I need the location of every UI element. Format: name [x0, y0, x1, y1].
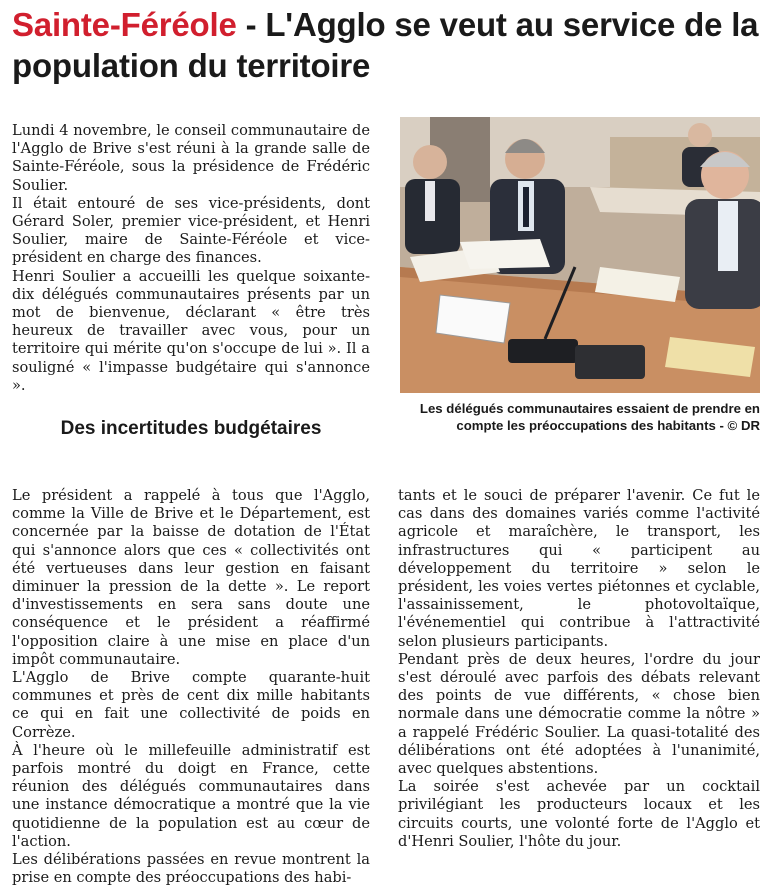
body-paragraph: À l'heure où le millefeuille administratif est parfois montré du doigt en France, cette réunion des délégués communautaires dans une instance démocratique a montré que la vie quotidienne de la population est au cœur de l'action. — [12, 741, 370, 850]
left-column — [12, 487, 370, 887]
body-paragraph: Le président a rappelé à tous que l'Agglo, comme la Ville de Brive et le Département, est concernée par la baisse de dotation de l'État qui s'annonce alors que ces « collectivités ont été vertueuses dans leur gestion en faisant diminuer la pression de la dette ». Le report d'investissements en sera sans doute une conséquence et le président a réaffirmé l'opposition claire à une mise en place d'un impôt communautaire. — [12, 487, 370, 668]
subheading: Des incertitudes budgétaires — [60, 418, 322, 439]
intro-paragraph: Lundi 4 novembre, le conseil communautaire de l'Agglo de Brive s'est réuni à la grande salle de Sainte-Féréole, sous la présidence de Frédéric Soulier. — [12, 122, 370, 194]
body-paragraph: tants et le souci de préparer l'avenir. Ce fut le cas dans des domaines variés comme l'activité agricole et maraîchère, le transport, les infrastructures qui « participent au développement du territoire » selon le président, les voies vertes piétonnes et cyclable, l'assainissement, le photovoltaïque, l'événementiel qui contribue à l'attractivité selon plusieurs participants. — [398, 487, 760, 650]
intro-column — [12, 122, 370, 395]
headline-place: Sainte-Féréole — [12, 6, 237, 43]
headline — [12, 4, 772, 86]
headline-title: L'Agglo se veut au service de la population du territoire — [12, 6, 759, 84]
right-column — [398, 487, 760, 851]
body-paragraph: Pendant près de deux heures, l'ordre du jour s'est déroulé avec parfois des débats relevant des points de vue différents, « chose bien normale dans une démocratie comme la nôtre » a rappelé Frédéric Soulier. La quasi-totalité des délibérations ont été adoptées à l'unanimité, avec quelques abstentions. — [398, 650, 760, 778]
headline-separator: - — [236, 6, 266, 43]
meeting-photo-illustration — [400, 117, 760, 393]
article-photo — [400, 117, 760, 393]
body-paragraph: La soirée s'est achevée par un cocktail privilégiant les producteurs locaux et les circuits courts, une volonté forte de l'Agglo et d'Henri Soulier, l'hôte du jour. — [398, 778, 760, 850]
intro-paragraph: Il était entouré de ses vice-présidents, dont Gérard Soler, premier vice-président, et Henri Soulier, maire de Sainte-Féréole et vice-président en charge des finances. — [12, 194, 370, 267]
body-paragraph: Les délibérations passées en revue montrent la prise en compte des préoccupations des habi- — [12, 851, 370, 887]
body-paragraph: L'Agglo de Brive compte quarante-huit communes et près de cent dix mille habitants ce qui en fait une collectivité de poids en Corrèze. — [12, 669, 370, 741]
photo-caption: Les délégués communautaires essaient de prendre en compte les préoccupations des habitants - © DR — [419, 401, 760, 433]
intro-paragraph: Henri Soulier a accueilli les quelque soixante-dix délégués communautaires présents par un mot de bienvenue, déclarant « être très heureux de travailler avec vous, pour un territoire qui mérite qu'on s'occupe de lui ». Il a souligné « l'impasse budgétaire qui s'annonce ». — [12, 267, 370, 394]
